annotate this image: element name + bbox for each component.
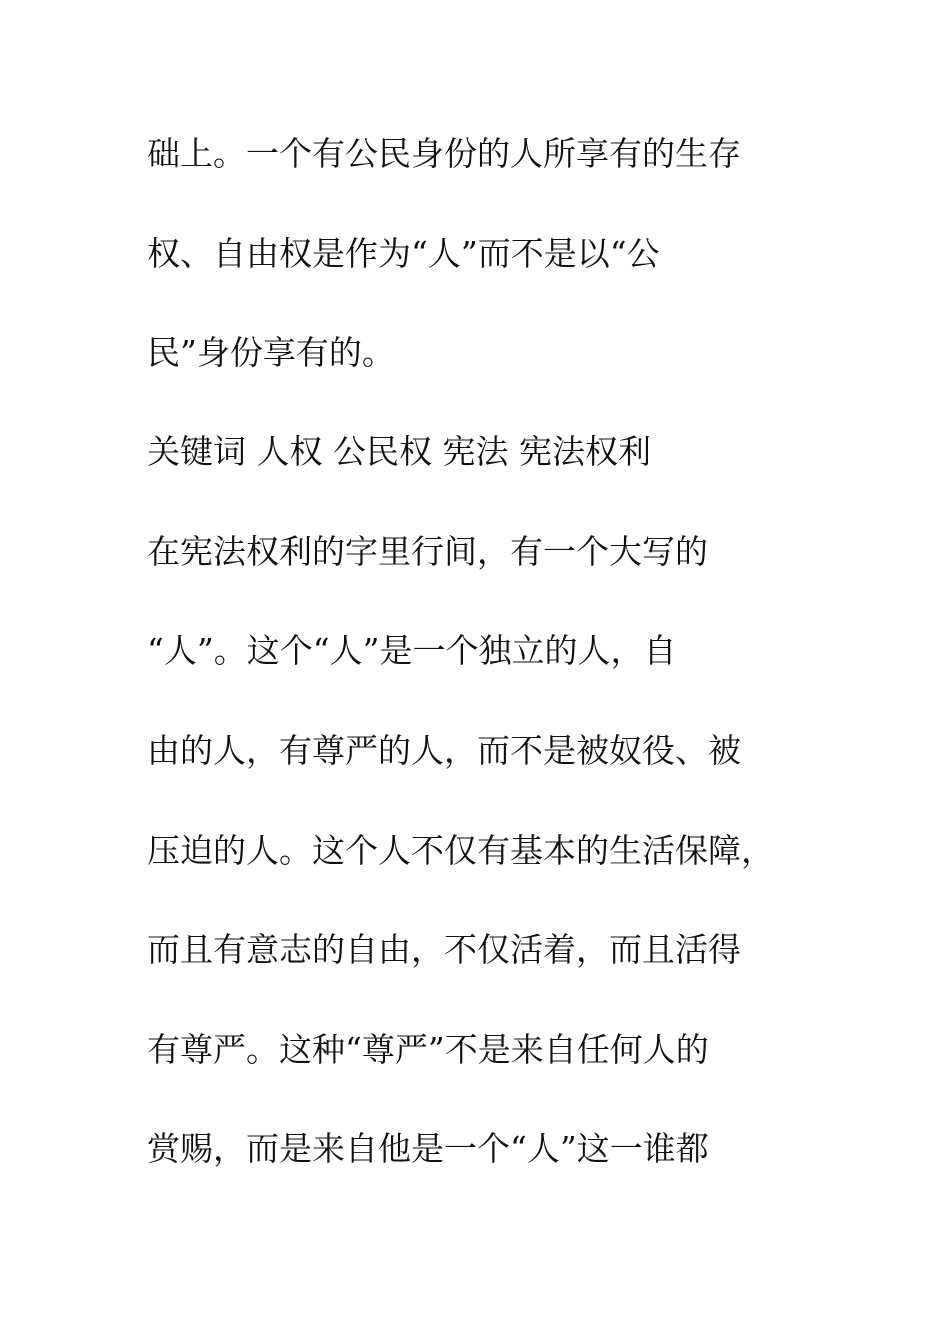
text-line-5: 在宪法权利的字里行间，有一个大写的 (147, 532, 708, 571)
text-line-3: 民”身份享有的。 (147, 333, 395, 372)
text-line-1: 础上。一个有公民身份的人所享有的生存 (147, 134, 741, 173)
text-line-8: 压迫的人。这个人不仅有基本的生活保障， (147, 831, 774, 870)
keywords-line: 关键词 人权 公民权 宪法 宪法权利 (147, 432, 651, 471)
text-line-9: 而且有意志的自由，不仅活着，而且活得 (147, 930, 741, 969)
text-line-7: 由的人，有尊严的人，而不是被奴役、被 (147, 731, 741, 770)
text-line-6: “人”。这个“人”是一个独立的人，自 (147, 631, 677, 670)
text-line-11: 赏赐，而是来自他是一个“人”这一谁都 (147, 1129, 709, 1168)
text-line-2: 权、自由权是作为“人”而不是以“公 (147, 234, 660, 273)
text-line-10: 有尊严。这种“尊严”不是来自任何人的 (147, 1030, 709, 1069)
